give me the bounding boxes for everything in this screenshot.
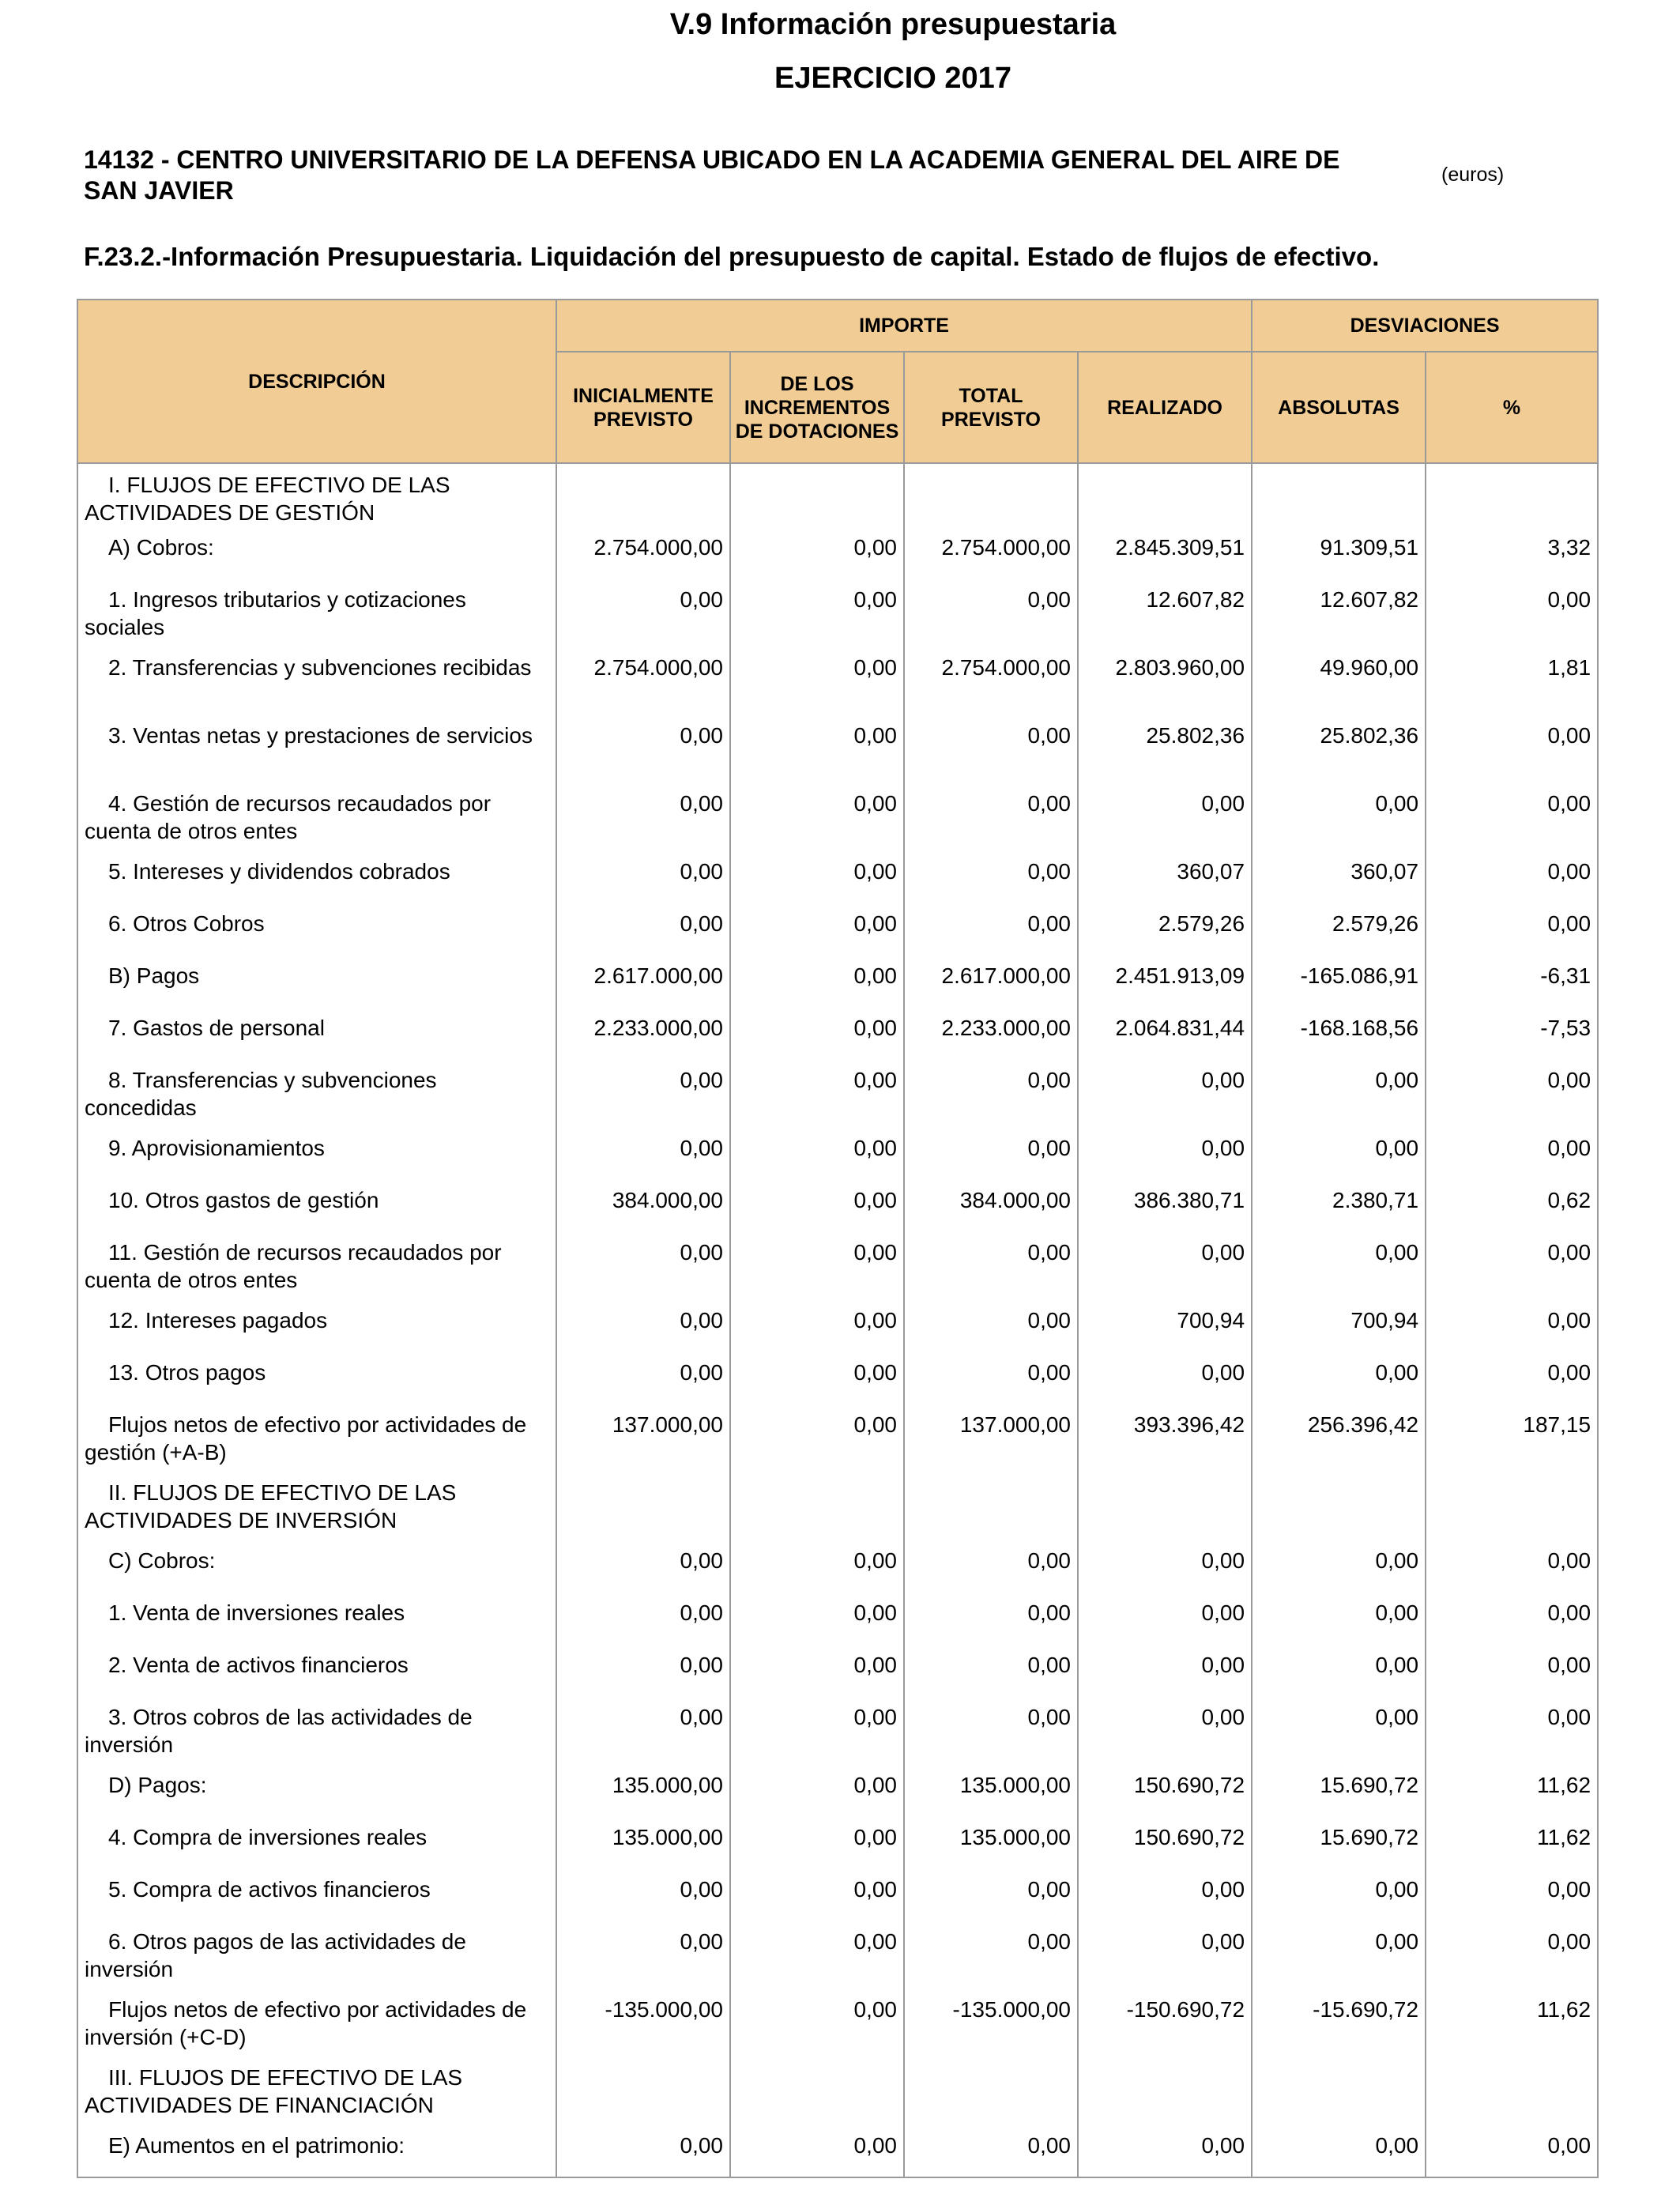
cell-desviacion-absoluta: 0,00 [1252,1592,1426,1644]
cell-desviacion-absoluta: -168.168,56 [1252,1007,1426,1059]
cell-desviacion-porcentaje: 0,00 [1426,2124,1598,2177]
row-description: D) Pagos: [77,1764,556,1816]
table-body [77,463,1598,2177]
cell-realizado: 0,00 [1078,1644,1252,1696]
cell-desviacion-absoluta: 15.690,72 [1252,1764,1426,1816]
cell-desviacion-porcentaje: 0,00 [1426,1696,1598,1764]
cell-desviacion-porcentaje: 3,32 [1426,526,1598,579]
cell-desviacion-porcentaje: 11,62 [1426,1816,1598,1868]
table-row [77,1231,1598,1299]
cell-total-previsto: 0,00 [904,850,1078,903]
table-row [77,1764,1598,1816]
cell-incrementos: 0,00 [730,1351,904,1404]
cell-inicialmente-previsto: 2.233.000,00 [556,1007,730,1059]
cell-inicialmente-previsto: 2.754.000,00 [556,526,730,579]
table-row [77,955,1598,1007]
cell-inicialmente-previsto: 0,00 [556,1868,730,1921]
cell-total-previsto: 2.617.000,00 [904,955,1078,1007]
report-subtitle: F.23.2.-Información Presupuestaria. Liquidación del presupuesto de capital. Estado de flujos de efectivo. [84,242,1380,271]
cell-inicialmente-previsto: 2.754.000,00 [556,647,730,714]
cell-inicialmente-previsto: 0,00 [556,1696,730,1764]
cell-incrementos [730,463,904,526]
cell-desviacion-porcentaje: 0,00 [1426,1644,1598,1696]
header-inicialmente-previsto: INICIALMENTE PREVISTO [556,352,730,463]
cell-total-previsto: 0,00 [904,1127,1078,1179]
cell-incrementos: 0,00 [730,647,904,714]
cell-incrementos: 0,00 [730,1644,904,1696]
cell-desviacion-absoluta [1252,1472,1426,1540]
cell-desviacion-porcentaje: 1,81 [1426,647,1598,714]
cell-realizado [1078,2056,1252,2124]
cell-incrementos: 0,00 [730,1231,904,1299]
cell-realizado: 0,00 [1078,782,1252,850]
cell-realizado: 150.690,72 [1078,1764,1252,1816]
cell-incrementos: 0,00 [730,579,904,647]
row-description: 13. Otros pagos [77,1351,556,1404]
table-row [77,1127,1598,1179]
cell-total-previsto: 2.754.000,00 [904,526,1078,579]
cell-desviacion-absoluta: -15.690,72 [1252,1989,1426,2056]
cell-desviacion-absoluta [1252,2056,1426,2124]
cell-incrementos: 0,00 [730,903,904,955]
cell-realizado: 0,00 [1078,1540,1252,1592]
cell-realizado: 386.380,71 [1078,1179,1252,1231]
row-description: Flujos netos de efectivo por actividades de inversión (+C-D) [77,1989,556,2056]
cell-total-previsto: 135.000,00 [904,1764,1078,1816]
cell-incrementos: 0,00 [730,714,904,782]
cell-desviacion-absoluta: 0,00 [1252,1059,1426,1127]
cell-incrementos: 0,00 [730,1921,904,1989]
entity-name: 14132 - CENTRO UNIVERSITARIO DE LA DEFENSA UBICADO EN LA ACADEMIA GENERAL DEL AIRE DE SAN JAVIER [84,145,1340,205]
table-row [77,1404,1598,1472]
table-row [77,526,1598,579]
cell-total-previsto: 0,00 [904,1299,1078,1351]
cell-desviacion-porcentaje: 0,00 [1426,1231,1598,1299]
cell-desviacion-porcentaje: 0,00 [1426,1868,1598,1921]
cell-realizado: 2.803.960,00 [1078,647,1252,714]
cell-total-previsto: 2.754.000,00 [904,647,1078,714]
cell-incrementos [730,1472,904,1540]
cell-incrementos: 0,00 [730,782,904,850]
cell-total-previsto: 137.000,00 [904,1404,1078,1472]
row-description: 1. Venta de inversiones reales [77,1592,556,1644]
header-percent: % [1426,352,1598,463]
cell-incrementos: 0,00 [730,1007,904,1059]
row-description: 11. Gestión de recursos recaudados por cuenta de otros entes [77,1231,556,1299]
cell-realizado: 25.802,36 [1078,714,1252,782]
cell-desviacion-porcentaje: 0,00 [1426,850,1598,903]
cell-desviacion-porcentaje: 0,00 [1426,1351,1598,1404]
table-row [77,1540,1598,1592]
cell-inicialmente-previsto: 137.000,00 [556,1404,730,1472]
cell-incrementos: 0,00 [730,1816,904,1868]
cell-realizado: 0,00 [1078,1059,1252,1127]
cell-total-previsto: 0,00 [904,1592,1078,1644]
cell-inicialmente-previsto: 0,00 [556,1127,730,1179]
cell-total-previsto: 0,00 [904,1696,1078,1764]
cell-desviacion-porcentaje [1426,463,1598,526]
cell-desviacion-porcentaje [1426,2056,1598,2124]
cell-incrementos: 0,00 [730,955,904,1007]
cell-desviacion-absoluta: 12.607,82 [1252,579,1426,647]
row-description: Flujos netos de efectivo por actividades de gestión (+A-B) [77,1404,556,1472]
row-description: B) Pagos [77,955,556,1007]
cell-realizado [1078,463,1252,526]
cell-desviacion-porcentaje: 0,00 [1426,903,1598,955]
cash-flow-table [77,299,1599,2178]
table-row [77,1921,1598,1989]
cell-inicialmente-previsto: 0,00 [556,1351,730,1404]
cell-desviacion-absoluta [1252,463,1426,526]
cell-desviacion-absoluta: 0,00 [1252,1644,1426,1696]
row-description: 4. Gestión de recursos recaudados por cuenta de otros entes [77,782,556,850]
row-description: I. FLUJOS DE EFECTIVO DE LAS ACTIVIDADES DE GESTIÓN [77,463,556,526]
cell-inicialmente-previsto: 0,00 [556,903,730,955]
cell-total-previsto: 0,00 [904,714,1078,782]
cell-inicialmente-previsto [556,2056,730,2124]
cell-desviacion-absoluta: 91.309,51 [1252,526,1426,579]
cell-inicialmente-previsto: 2.617.000,00 [556,955,730,1007]
row-description: 5. Compra de activos financieros [77,1868,556,1921]
table-row [77,1868,1598,1921]
cell-realizado: 700,94 [1078,1299,1252,1351]
cell-inicialmente-previsto: 0,00 [556,714,730,782]
cell-desviacion-absoluta: 0,00 [1252,1868,1426,1921]
cell-inicialmente-previsto: 0,00 [556,1921,730,1989]
table-row [77,714,1598,782]
table-row [77,1989,1598,2056]
cell-desviacion-porcentaje: -6,31 [1426,955,1598,1007]
cell-incrementos: 0,00 [730,1059,904,1127]
cell-realizado: 0,00 [1078,1868,1252,1921]
cell-inicialmente-previsto: 0,00 [556,1592,730,1644]
cell-incrementos: 0,00 [730,1299,904,1351]
row-description: 7. Gastos de personal [77,1007,556,1059]
cell-total-previsto: 135.000,00 [904,1816,1078,1868]
cell-total-previsto [904,2056,1078,2124]
table-row [77,1059,1598,1127]
cell-inicialmente-previsto: 135.000,00 [556,1816,730,1868]
units-label: (euros) [1441,164,1505,186]
cell-desviacion-absoluta: 0,00 [1252,782,1426,850]
row-description: 3. Ventas netas y prestaciones de servicios [77,714,556,782]
row-description: 2. Transferencias y subvenciones recibidas [77,647,556,714]
cell-realizado: 0,00 [1078,1921,1252,1989]
cell-inicialmente-previsto [556,463,730,526]
cell-desviacion-porcentaje: 0,00 [1426,1059,1598,1127]
cell-inicialmente-previsto: 0,00 [556,2124,730,2177]
cell-desviacion-porcentaje: 11,62 [1426,1764,1598,1816]
cell-realizado: 150.690,72 [1078,1816,1252,1868]
header-realizado: REALIZADO [1078,352,1252,463]
cell-inicialmente-previsto [556,1472,730,1540]
cell-desviacion-porcentaje: 187,15 [1426,1404,1598,1472]
cell-desviacion-absoluta: 0,00 [1252,2124,1426,2177]
header-incrementos-dotaciones: DE LOS INCREMENTOS DE DOTACIONES [730,352,904,463]
cell-desviacion-absoluta: 256.396,42 [1252,1404,1426,1472]
cell-total-previsto [904,463,1078,526]
cell-total-previsto: 0,00 [904,1644,1078,1696]
cell-desviacion-absoluta: 360,07 [1252,850,1426,903]
table-row [77,647,1598,714]
cell-realizado: 0,00 [1078,1592,1252,1644]
row-description: E) Aumentos en el patrimonio: [77,2124,556,2177]
table-row [77,2056,1598,2124]
cell-inicialmente-previsto: 0,00 [556,1231,730,1299]
cell-incrementos: 0,00 [730,2124,904,2177]
cell-desviacion-porcentaje: 0,00 [1426,1540,1598,1592]
cell-incrementos: 0,00 [730,1764,904,1816]
cell-total-previsto: 2.233.000,00 [904,1007,1078,1059]
cell-inicialmente-previsto: 0,00 [556,1644,730,1696]
cell-realizado: 0,00 [1078,1127,1252,1179]
cell-incrementos: 0,00 [730,1868,904,1921]
row-description: 9. Aprovisionamientos [77,1127,556,1179]
cell-realizado: 2.579,26 [1078,903,1252,955]
cell-total-previsto: 0,00 [904,1059,1078,1127]
cell-total-previsto: 0,00 [904,1868,1078,1921]
cell-incrementos: 0,00 [730,1404,904,1472]
fiscal-year: EJERCICIO 2017 [774,62,1011,95]
cell-incrementos: 0,00 [730,1592,904,1644]
table-row [77,579,1598,647]
cell-desviacion-porcentaje: 0,00 [1426,579,1598,647]
cell-desviacion-porcentaje: 0,00 [1426,714,1598,782]
row-description: II. FLUJOS DE EFECTIVO DE LAS ACTIVIDADES DE INVERSIÓN [77,1472,556,1540]
table-row [77,1816,1598,1868]
cell-realizado: -150.690,72 [1078,1989,1252,2056]
page-title: V.9 Información presupuestaria [669,8,1117,41]
row-description: 4. Compra de inversiones reales [77,1816,556,1868]
cell-realizado: 360,07 [1078,850,1252,903]
table-row [77,463,1598,526]
cell-desviacion-porcentaje: 0,00 [1426,1127,1598,1179]
table-row [77,903,1598,955]
row-description: 3. Otros cobros de las actividades de inversión [77,1696,556,1764]
cell-realizado [1078,1472,1252,1540]
row-description: 6. Otros pagos de las actividades de inversión [77,1921,556,1989]
table-row [77,1351,1598,1404]
cell-incrementos: 0,00 [730,1127,904,1179]
cell-realizado: 0,00 [1078,1696,1252,1764]
cell-total-previsto: 0,00 [904,579,1078,647]
cell-inicialmente-previsto: 0,00 [556,1540,730,1592]
cell-desviacion-absoluta: 700,94 [1252,1299,1426,1351]
table-row [77,782,1598,850]
cell-realizado: 393.396,42 [1078,1404,1252,1472]
cell-inicialmente-previsto: 0,00 [556,1299,730,1351]
cell-realizado: 2.064.831,44 [1078,1007,1252,1059]
row-description: 10. Otros gastos de gestión [77,1179,556,1231]
row-description: 2. Venta de activos financieros [77,1644,556,1696]
header-descripcion: DESCRIPCIÓN [77,300,556,463]
cell-realizado: 0,00 [1078,2124,1252,2177]
cell-desviacion-absoluta: 0,00 [1252,1351,1426,1404]
cell-inicialmente-previsto: -135.000,00 [556,1989,730,2056]
cell-inicialmente-previsto: 384.000,00 [556,1179,730,1231]
row-description: 1. Ingresos tributarios y cotizaciones sociales [77,579,556,647]
header-absolutas: ABSOLUTAS [1252,352,1426,463]
cell-total-previsto: 0,00 [904,903,1078,955]
table-row [77,1592,1598,1644]
cell-desviacion-absoluta: -165.086,91 [1252,955,1426,1007]
row-description: C) Cobros: [77,1540,556,1592]
cell-total-previsto: 0,00 [904,2124,1078,2177]
cell-total-previsto: 0,00 [904,1921,1078,1989]
cell-total-previsto: 0,00 [904,1540,1078,1592]
cell-incrementos: 0,00 [730,1989,904,2056]
cell-desviacion-absoluta: 2.579,26 [1252,903,1426,955]
cell-total-previsto: 0,00 [904,1351,1078,1404]
cell-realizado: 12.607,82 [1078,579,1252,647]
cell-inicialmente-previsto: 0,00 [556,1059,730,1127]
table-row [77,1472,1598,1540]
header-total-previsto: TOTAL PREVISTO [904,352,1078,463]
cell-desviacion-absoluta: 15.690,72 [1252,1816,1426,1868]
cell-desviacion-absoluta: 0,00 [1252,1231,1426,1299]
row-description: III. FLUJOS DE EFECTIVO DE LAS ACTIVIDADES DE FINANCIACIÓN [77,2056,556,2124]
cell-total-previsto [904,1472,1078,1540]
cell-realizado: 2.845.309,51 [1078,526,1252,579]
row-description: 8. Transferencias y subvenciones concedidas [77,1059,556,1127]
row-description: 12. Intereses pagados [77,1299,556,1351]
cell-desviacion-porcentaje: 0,00 [1426,1921,1598,1989]
cell-realizado: 2.451.913,09 [1078,955,1252,1007]
table-row [77,1299,1598,1351]
cell-desviacion-absoluta: 0,00 [1252,1696,1426,1764]
table-row [77,1644,1598,1696]
cell-incrementos [730,2056,904,2124]
cell-desviacion-absoluta: 49.960,00 [1252,647,1426,714]
table-row [77,1179,1598,1231]
cell-incrementos: 0,00 [730,850,904,903]
cell-desviacion-absoluta: 25.802,36 [1252,714,1426,782]
cell-total-previsto: -135.000,00 [904,1989,1078,2056]
cell-desviacion-porcentaje: 0,00 [1426,1299,1598,1351]
cell-desviacion-porcentaje: 0,00 [1426,782,1598,850]
cell-desviacion-absoluta: 2.380,71 [1252,1179,1426,1231]
cell-desviacion-porcentaje: 0,62 [1426,1179,1598,1231]
cell-desviacion-porcentaje: 11,62 [1426,1989,1598,2056]
cell-incrementos: 0,00 [730,1696,904,1764]
table-row [77,2124,1598,2177]
table-row [77,850,1598,903]
cell-incrementos: 0,00 [730,1540,904,1592]
cell-realizado: 0,00 [1078,1231,1252,1299]
table-row [77,1696,1598,1764]
cell-desviacion-porcentaje [1426,1472,1598,1540]
header-importe: IMPORTE [556,300,1252,352]
row-description: 6. Otros Cobros [77,903,556,955]
cell-inicialmente-previsto: 0,00 [556,850,730,903]
table-row [77,1007,1598,1059]
cell-incrementos: 0,00 [730,1179,904,1231]
cell-inicialmente-previsto: 0,00 [556,579,730,647]
cell-desviacion-porcentaje: 0,00 [1426,1592,1598,1644]
cell-incrementos: 0,00 [730,526,904,579]
cell-total-previsto: 0,00 [904,1231,1078,1299]
cell-realizado: 0,00 [1078,1351,1252,1404]
cell-inicialmente-previsto: 0,00 [556,782,730,850]
header-desviaciones: DESVIACIONES [1252,300,1598,352]
cell-desviacion-absoluta: 0,00 [1252,1921,1426,1989]
cell-inicialmente-previsto: 135.000,00 [556,1764,730,1816]
cell-total-previsto: 384.000,00 [904,1179,1078,1231]
cell-desviacion-absoluta: 0,00 [1252,1540,1426,1592]
row-description: 5. Intereses y dividendos cobrados [77,850,556,903]
cell-total-previsto: 0,00 [904,782,1078,850]
cell-desviacion-porcentaje: -7,53 [1426,1007,1598,1059]
row-description: A) Cobros: [77,526,556,579]
cell-desviacion-absoluta: 0,00 [1252,1127,1426,1179]
